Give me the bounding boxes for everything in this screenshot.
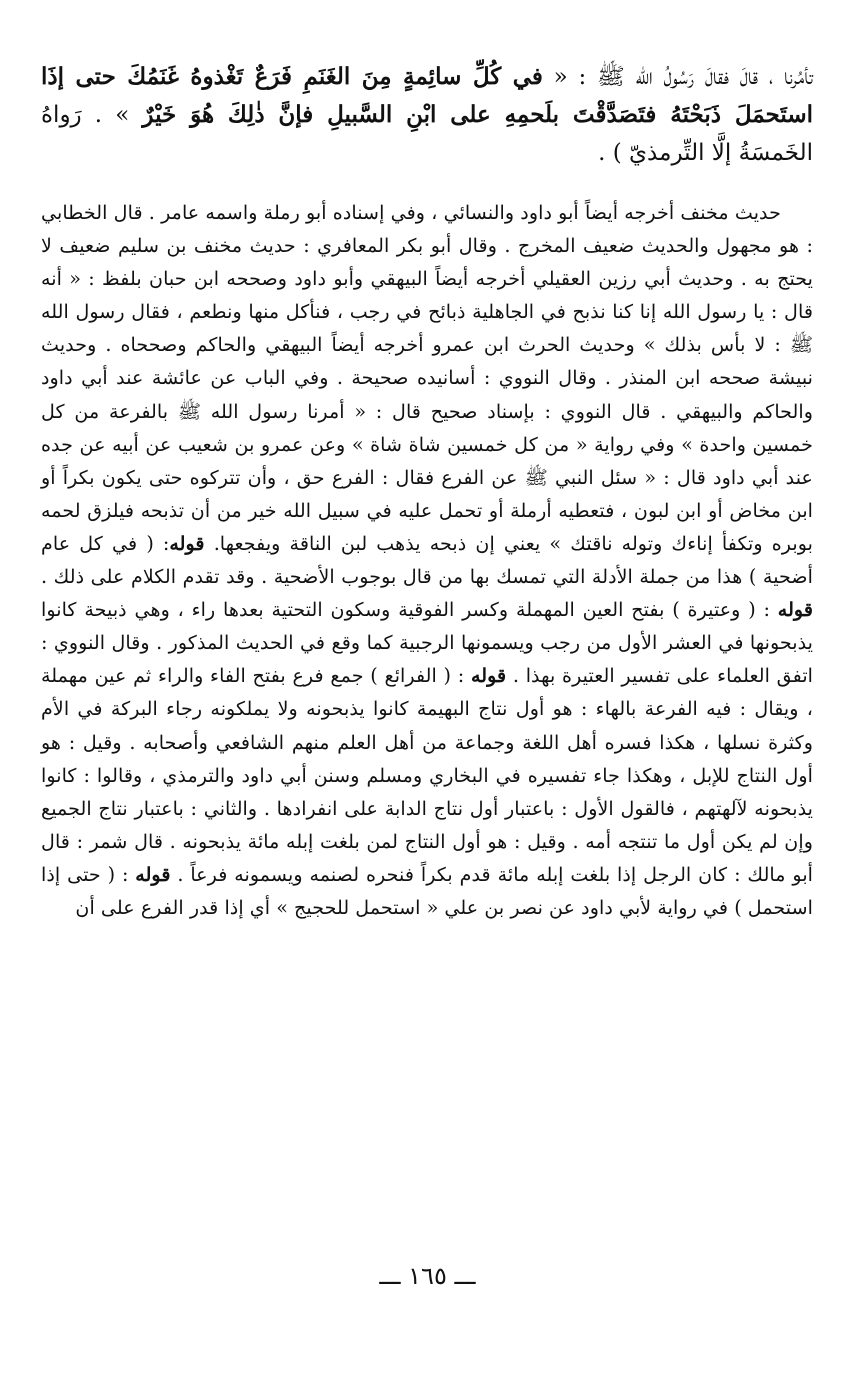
hadith-matn: في كُلِّ سائِمةٍ مِنَ الغَنَمِ فَرَعٌ تَغْذوهُ غَنَمُكَ حتى إذَا استَحمَلَ ذَبَحْتَهُ فتَصَدَّقْتَ بلَحمِهِ على ابْنِ السَّبيلِ فإنَّ ذٰلِكَ هُوَ خَيْرٌ — [41, 63, 813, 128]
commentary-text — [41, 196, 813, 924]
page-body — [41, 58, 813, 924]
page-number: ـــ ١٦٥ ـــ — [379, 1262, 476, 1290]
commentary-part-2: : ( في كل عام أضحية ) هذا من جملة الأدلة التي تمسك بها من قال بوجوب الأضحية . وقد تقدم الكلام على ذلك . — [41, 531, 813, 589]
keyword-qawluhu-1: قوله — [169, 531, 205, 555]
hadith-narration: » . رَواهُ الخَمسَةُ إلَّا التِّرمذيّ ) . — [41, 102, 813, 166]
keyword-qawluhu-3: قوله — [470, 664, 507, 688]
keyword-qawluhu-2: قوله — [777, 598, 813, 622]
commentary-part-3: : ( وعتيرة ) بفتح العين المهملة وكسر الفوقية وسكون التحتية بعدها راء ، وهي ذبيحة كانوا يذبحونها في العشر الأول من رجب ويسمونها الرجبية كما وقع في الحديث المذكور . وقال النووي : اتفق العلماء على تفسير العتيرة بهذا . — [41, 598, 813, 688]
commentary-part-4: : ( الفرائع ) جمع فرع بفتح الفاء والراء ثم عين مهملة ، ويقال : فيه الفرعة بالهاء : هو أول نتاج البهيمة كانوا يذبحونه ولا يملكونه رجاء البركة في الأم وكثرة نسلها ، هكذا فسره أهل اللغة وجماعة من أهل العلم منهم الشافعي وأصحابه . وقيل : هو أول النتاج للإبل ، وهكذا جاء تفسيره في البخاري ومسلم وسنن أبي داود والترمذي ، وقالوا : كانوا يذبحونه لآلهتهم ، فالقول الأول : باعتبار أول نتاج الدابة على انفرادها . والثاني : باعتبار نتاج الجميع وإن لم يكن أول ما تنتجه أمه . وقيل : هو أول النتاج لمن بلغت إبله مائة يذبحونه . قال شمر : قال أبو مالك : كان الرجل إذا بلغت إبله مائة قدم بكراً فنحره لصنمه ويسمونه فرعاً . — [41, 664, 813, 886]
keyword-qawluhu-4: قوله — [135, 862, 171, 886]
commentary-part-5: : ( حتى إذا استحمل ) في رواية لأبي داود عن نصر بن علي « استحمل للحجيج » أي إذا قدر الفرع على أن — [41, 862, 813, 919]
commentary-part-1: حديث مخنف أخرجه أيضاً أبو داود والنسائي ، وفي إسناده أبو رملة واسمه عامر . قال الخطابي : هو مجهول والحديث ضعيف المخرج . وقال أبو بكر المعافري : حديث مخنف بن سليم ضعيف لا يحتج به . وحديث أبي رزين العقيلي أخرجه أيضاً البيهقي وأبو داود وصححه ابن حبان بلفظ : « أنه قال : يا رسول الله إنا كنا نذبح في الجاهلية ذبائح في رجب ، فنأكل منها ونطعم ، فقال رسول الله ﷺ : لا بأس بذلك » وحديث الحرث ابن عمرو أخرجه أيضاً البيهقي والحاكم وصححاه . وحديث نبيشة صححه ابن المنذر . وقال النووي : أسانيده صحيحة . وفي الباب عن عائشة عند أبي داود والحاكم والبيهقي . قال النووي : بإسناد صحيح قال : « أمرنا رسول الله ﷺ بالفرعة من كل خمسين واحدة » وفي رواية « من كل خمسين شاة شاة » وعن عمرو بن شعيب عن أبيه عن جده عند أبي داود قال : « سئل النبي ﷺ عن الفرع فقال : الفرع حق ، وأن تتركوه حتى يكون بكراً أو ابن مخاض أو ابن لبون ، فتعطيه أرملة أو تحمل عليه في سبيل الله خير من أن تذبحه فيلزق لحمه بوبره وتكفأ إناءك وتوله ناقتك » يعني إن ذبحه يذهب لبن الناقة ويفجعها. — [41, 201, 813, 555]
hadith-intro: تأمُرنا ، قالَ فقالَ رَسُولُ الله ﷺ : « — [542, 64, 813, 90]
hadith-text — [41, 58, 813, 172]
